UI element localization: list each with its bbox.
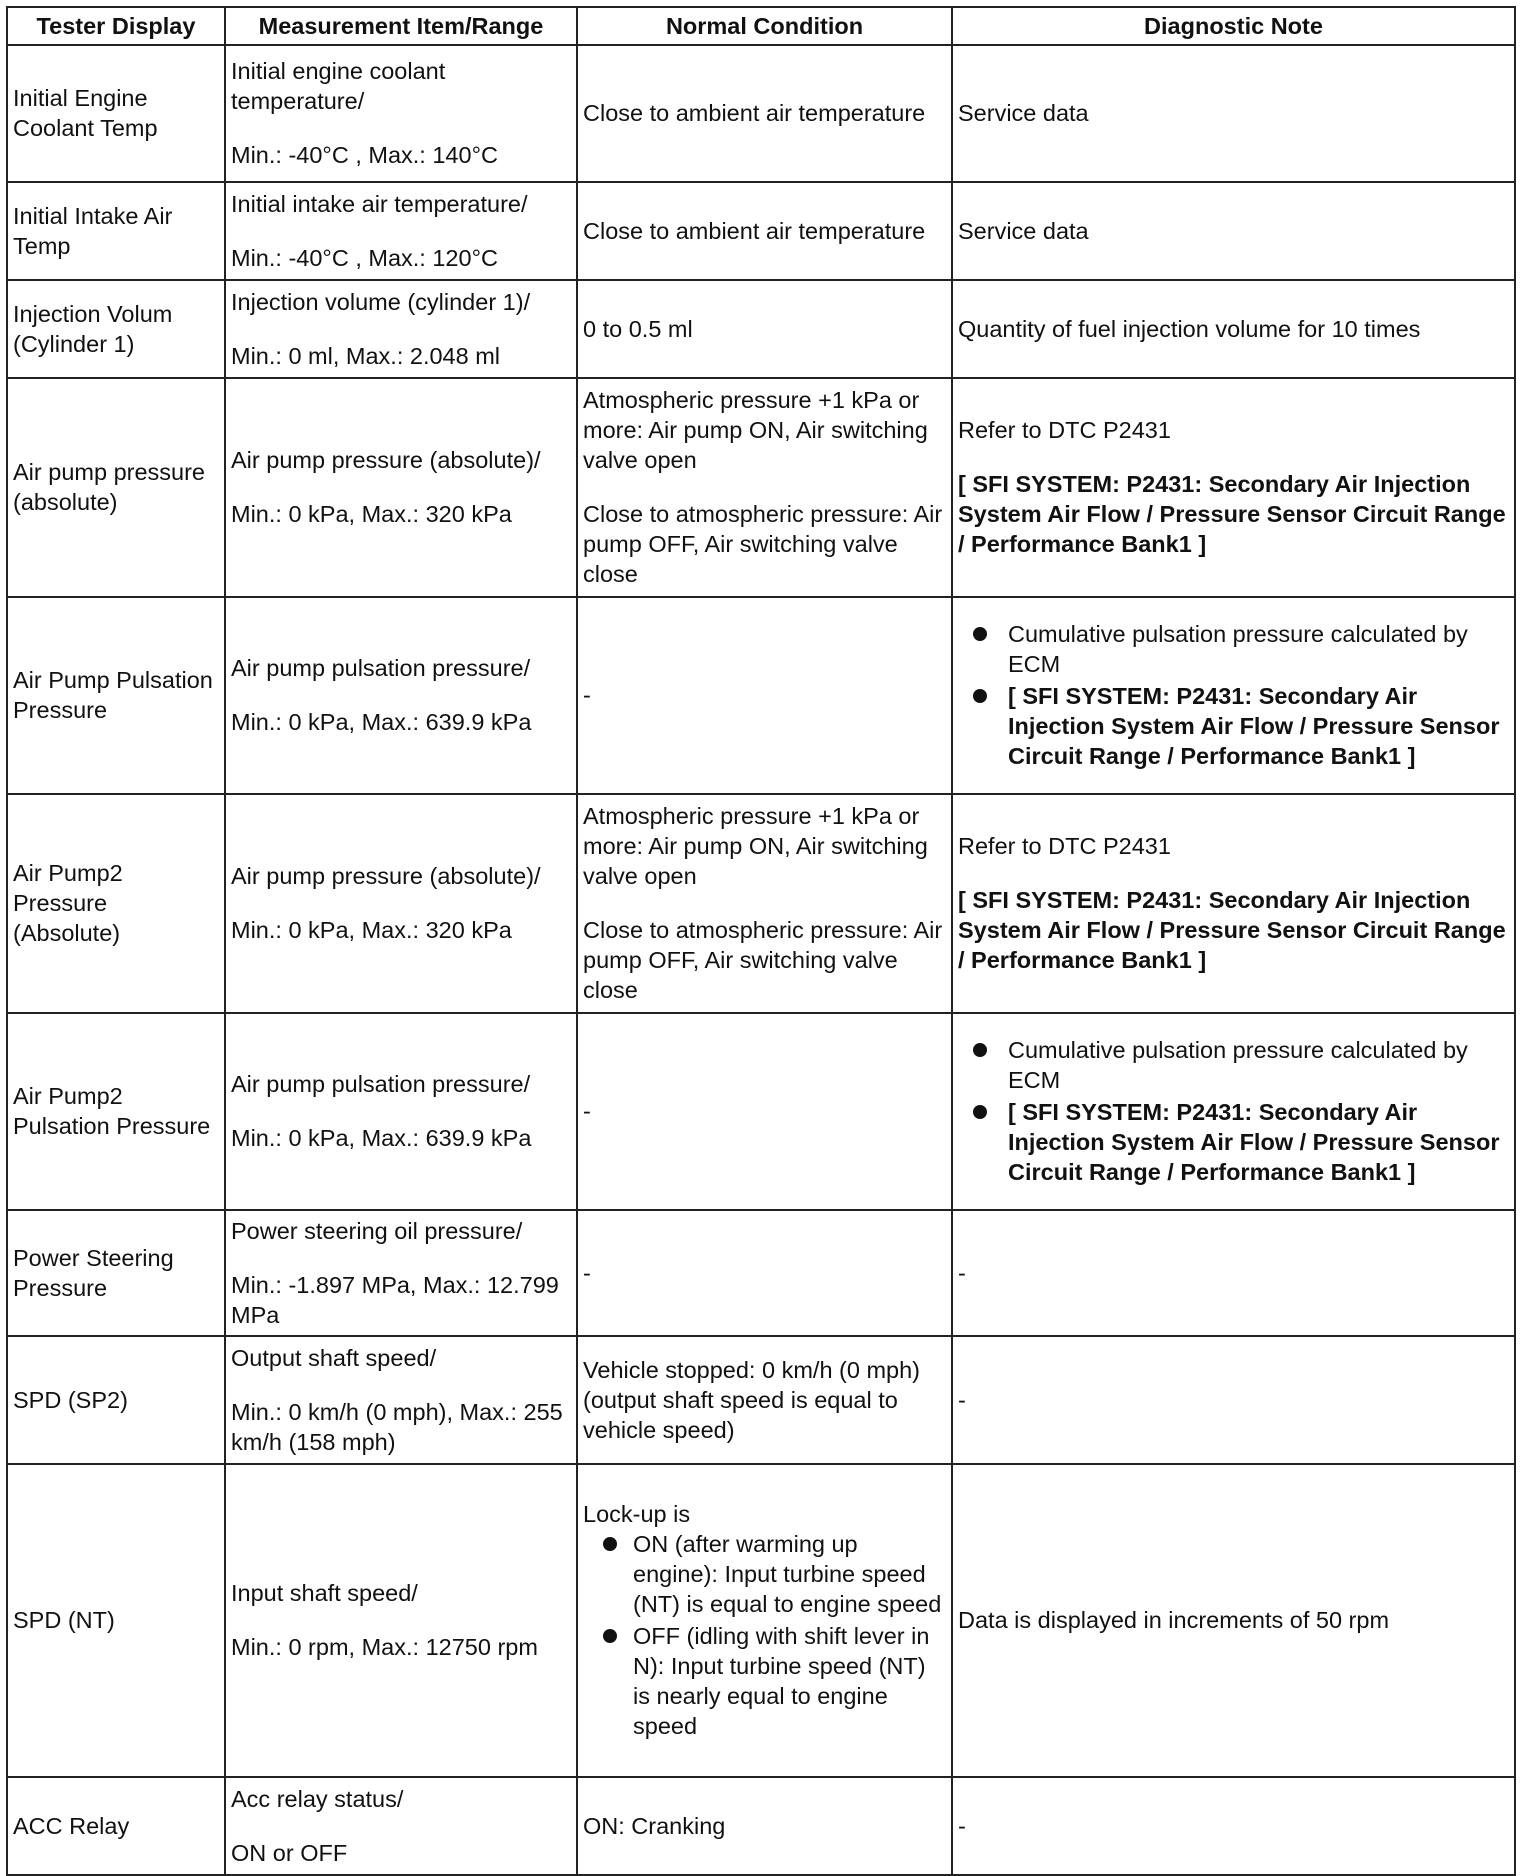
dtc-link[interactable]: [ SFI SYSTEM: P2431: Secondary Air Injection System Air Flow / Pressure Sensor Circuit Range / Performance Bank1 ] — [958, 887, 1506, 973]
table-row — [7, 378, 1515, 597]
list-item: Cumulative pulsation pressure calculated by ECM — [958, 1035, 1509, 1095]
cell-tester-display: Air Pump2 Pressure (Absolute) — [7, 794, 225, 1013]
cell-diagnostic-note: Service data — [952, 182, 1515, 280]
dtc-link[interactable]: [ SFI SYSTEM: P2431: Secondary Air Injection System Air Flow / Pressure Sensor Circuit Range / Performance Bank1 ] — [958, 471, 1506, 557]
cell-measurement — [225, 1464, 577, 1777]
table-row — [7, 597, 1515, 794]
measurement-range: Min.: 0 kPa, Max.: 320 kPa — [231, 501, 512, 527]
measurement-item: Power steering oil pressure/ — [231, 1217, 523, 1244]
measurement-item: Injection volume (cylinder 1)/ — [231, 288, 531, 315]
table-row — [7, 45, 1515, 182]
list-item — [958, 681, 1509, 771]
cell-diagnostic-note: - — [952, 1777, 1515, 1875]
cell-diagnostic-note — [952, 1013, 1515, 1210]
table-row — [7, 1464, 1515, 1777]
measurement-item: Air pump pressure (absolute)/ — [231, 447, 541, 473]
measurement-range: Min.: 0 ml, Max.: 2.048 ml — [231, 342, 501, 369]
cell-measurement — [225, 1013, 577, 1210]
cell-tester-display: ACC Relay — [7, 1777, 225, 1875]
cell-normal-condition: Vehicle stopped: 0 km/h (0 mph) (output shaft speed is equal to vehicle speed) — [577, 1336, 952, 1464]
cell-measurement — [225, 280, 577, 378]
cell-normal-condition: Close to ambient air temperature — [577, 182, 952, 280]
header-diagnostic-note: Diagnostic Note — [952, 7, 1515, 45]
header-normal-condition: Normal Condition — [577, 7, 952, 45]
dtc-link[interactable]: [ SFI SYSTEM: P2431: Secondary Air Injection System Air Flow / Pressure Sensor Circuit Range / Performance Bank1 ] — [1008, 1099, 1500, 1185]
bullet-icon — [603, 1629, 617, 1643]
cell-tester-display: Initial Intake Air Temp — [7, 182, 225, 280]
cell-measurement — [225, 1777, 577, 1875]
table-row — [7, 1013, 1515, 1210]
bullet-icon — [973, 1105, 987, 1119]
measurement-item: Initial intake air temperature/ — [231, 190, 528, 217]
measurement-item: Air pump pulsation pressure/ — [231, 655, 531, 681]
measurement-range: Min.: 0 kPa, Max.: 639.9 kPa — [231, 1125, 532, 1151]
dtc-link[interactable]: [ SFI SYSTEM: P2431: Secondary Air Injection System Air Flow / Pressure Sensor Circuit Range / Performance Bank1 ] — [1008, 683, 1500, 769]
measurement-range: Min.: -1.897 MPa, Max.: 12.799 MPa — [231, 1271, 559, 1328]
cell-normal-condition — [577, 794, 952, 1013]
cell-normal-condition — [577, 378, 952, 597]
cell-tester-display: Air Pump Pulsation Pressure — [7, 597, 225, 794]
measurement-item: Output shaft speed/ — [231, 1344, 437, 1371]
cell-normal-condition: - — [577, 597, 952, 794]
table-row — [7, 794, 1515, 1013]
cell-normal-condition: Close to ambient air temperature — [577, 45, 952, 182]
measurement-range: Min.: 0 km/h (0 mph), Max.: 255 km/h (158 mph) — [231, 1398, 563, 1455]
note-bullet-list — [958, 1035, 1509, 1187]
cell-diagnostic-note: Data is displayed in increments of 50 rpm — [952, 1464, 1515, 1777]
measurement-item: Acc relay status/ — [231, 1785, 404, 1812]
table-row — [7, 1210, 1515, 1336]
table-row — [7, 280, 1515, 378]
normal-condition-off: Close to atmospheric pressure: Air pump OFF, Air switching valve close — [583, 501, 943, 587]
cell-normal-condition: 0 to 0.5 ml — [577, 280, 952, 378]
cell-diagnostic-note — [952, 794, 1515, 1013]
data-list-table — [6, 6, 1516, 1876]
cell-tester-display: Air pump pressure (absolute) — [7, 378, 225, 597]
cell-tester-display: Injection Volum (Cylinder 1) — [7, 280, 225, 378]
cell-measurement — [225, 794, 577, 1013]
cell-diagnostic-note — [952, 597, 1515, 794]
cell-tester-display: Initial Engine Coolant Temp — [7, 45, 225, 182]
cell-tester-display: Air Pump2 Pulsation Pressure — [7, 1013, 225, 1210]
header-measurement-item-range: Measurement Item/Range — [225, 7, 577, 45]
bullet-icon — [973, 689, 987, 703]
cell-measurement — [225, 378, 577, 597]
measurement-range: Min.: 0 kPa, Max.: 320 kPa — [231, 917, 512, 943]
table-row — [7, 1336, 1515, 1464]
data-list-table-wrapper — [6, 6, 1516, 1876]
cell-tester-display: SPD (NT) — [7, 1464, 225, 1777]
cell-normal-condition — [577, 1464, 952, 1777]
measurement-range: Min.: 0 kPa, Max.: 639.9 kPa — [231, 709, 532, 735]
list-item: ON (after warming up engine): Input turbine speed (NT) is equal to engine speed — [583, 1529, 946, 1619]
dtc-reference: Refer to DTC P2431 — [958, 833, 1171, 859]
measurement-range: Min.: -40°C , Max.: 140°C — [231, 142, 498, 168]
list-item: Cumulative pulsation pressure calculated by ECM — [958, 619, 1509, 679]
cell-diagnostic-note: - — [952, 1210, 1515, 1336]
normal-condition-on: Atmospheric pressure +1 kPa or more: Air pump ON, Air switching valve open — [583, 803, 928, 889]
cell-diagnostic-note: - — [952, 1336, 1515, 1464]
cell-measurement — [225, 45, 577, 182]
cell-diagnostic-note — [952, 378, 1515, 597]
table-row — [7, 182, 1515, 280]
measurement-range: ON or OFF — [231, 1839, 348, 1866]
normal-condition-on: Atmospheric pressure +1 kPa or more: Air pump ON, Air switching valve open — [583, 387, 928, 473]
cell-diagnostic-note: Quantity of fuel injection volume for 10 times — [952, 280, 1515, 378]
list-item: OFF (idling with shift lever in N): Input turbine speed (NT) is nearly equal to engine speed — [583, 1621, 946, 1741]
list-item — [958, 1097, 1509, 1187]
cell-measurement — [225, 182, 577, 280]
measurement-range: Min.: -40°C , Max.: 120°C — [231, 244, 498, 271]
bullet-icon — [603, 1537, 617, 1551]
lockup-intro: Lock-up is — [583, 1501, 691, 1527]
cell-measurement — [225, 597, 577, 794]
cell-tester-display: Power Steering Pressure — [7, 1210, 225, 1336]
normal-condition-off: Close to atmospheric pressure: Air pump OFF, Air switching valve close — [583, 917, 943, 1003]
measurement-item: Air pump pressure (absolute)/ — [231, 863, 541, 889]
bullet-icon — [973, 1043, 987, 1057]
header-tester-display: Tester Display — [7, 7, 225, 45]
measurement-item: Input shaft speed/ — [231, 1580, 418, 1606]
measurement-range: Min.: 0 rpm, Max.: 12750 rpm — [231, 1634, 538, 1660]
cell-tester-display: SPD (SP2) — [7, 1336, 225, 1464]
measurement-item: Initial engine coolant temperature/ — [231, 58, 446, 114]
table-row — [7, 1777, 1515, 1875]
dtc-reference: Refer to DTC P2431 — [958, 417, 1171, 443]
cell-normal-condition: ON: Cranking — [577, 1777, 952, 1875]
note-bullet-list — [958, 619, 1509, 771]
cell-measurement — [225, 1336, 577, 1464]
header-row — [7, 7, 1515, 45]
cell-diagnostic-note: Service data — [952, 45, 1515, 182]
cell-normal-condition: - — [577, 1013, 952, 1210]
cell-measurement — [225, 1210, 577, 1336]
cell-normal-condition: - — [577, 1210, 952, 1336]
bullet-icon — [973, 627, 987, 641]
measurement-item: Air pump pulsation pressure/ — [231, 1071, 531, 1097]
lockup-bullet-list — [583, 1529, 946, 1741]
